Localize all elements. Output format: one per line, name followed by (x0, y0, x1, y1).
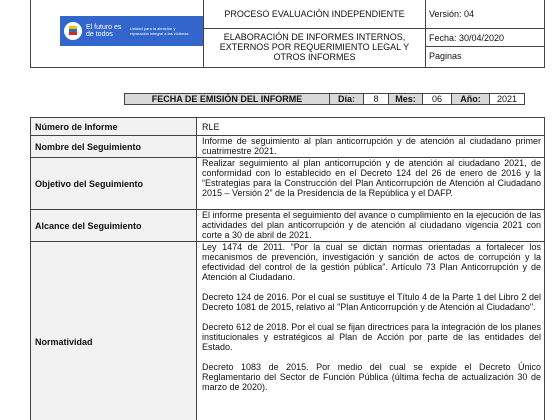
objective-label: Objetivo del Seguimiento (31, 158, 197, 210)
year-value: 2021 (489, 93, 525, 105)
pages-text: Paginas (429, 51, 462, 61)
table-row (31, 242, 545, 420)
table-row (31, 118, 545, 136)
regulation-paragraph: Decreto 1083 de 2015. Por medio del cual se expide el Decreto Único Reglamentario del Sector de Función Pública (última fecha de actualización 30 de marzo de 2020). (202, 362, 541, 392)
month-label: Mes: (388, 93, 423, 105)
day-label: Día: (329, 93, 364, 105)
document-title: ELABORACIÓN DE INFORMES INTERNOS, EXTERNOS POR REQUERIMIENTO LEGAL Y OTROS INFORMES (219, 32, 410, 62)
regulation-paragraph: Decreto 124 de 2016. Por el cual se sustituye el Título 4 de la Parte 1 del Libro 2 del Decreto 1081 de 2015, relativo al "Plan Anticorrupción y de Atención al Ciudadano". (202, 292, 541, 312)
tracking-name-value: Informe de seguimiento al plan anticorrupción y de atención al ciudadano primer cuatrimestre 2021. (197, 136, 545, 158)
institution-logo (60, 16, 203, 46)
report-number-label: Número de Informe (31, 118, 197, 136)
table-row (31, 158, 545, 210)
logo-cell (31, 0, 204, 67)
regulation-paragraph: Decreto 612 de 2018. Por el cual se fijan directrices para la integración de los planes institucionales y estratégicos al Plan de Acción por parte de las entidades del Estado. (202, 322, 541, 352)
regulation-paragraph: Ley 1474 de 2011. “Por la cual se dictan normas orientadas a fortalecer los mecanismos de prevención, investigación y sanción de actos de corrupción y la efectividad del control de la gestión pública”. Artículo 73 Plan Anticorrupción y de Atención al Ciudadano. (202, 242, 541, 282)
day-value: 8 (363, 93, 389, 105)
table-row (31, 210, 545, 242)
date-text: Fecha: 30/04/2020 (426, 29, 544, 47)
logo-main-text: El futuro es de todos (86, 24, 122, 38)
document-header (30, 0, 545, 68)
logo-sub-text: Unidad para la atención y reparación integral a las víctimas (130, 26, 189, 36)
month-value: 06 (422, 93, 452, 105)
header-title-cell (204, 0, 426, 67)
scope-label: Alcance del Seguimiento (31, 210, 197, 242)
report-info-table (30, 117, 545, 420)
header-meta-cell (426, 0, 544, 67)
table-row (31, 136, 545, 158)
year-label: Año: (451, 93, 490, 105)
emission-label: FECHA DE EMISIÓN DEL INFORME (124, 93, 330, 105)
emission-date-strip (125, 93, 545, 105)
regulations-label: Normatividad (31, 242, 197, 420)
objective-value: Realizar seguimiento al plan anticorrupción y de atención al ciudadano 2021, de conformidad con lo establecido en el Decreto 124 del 26 de enero de 2016 y la “Estrategias para la Construcción del Plan Anticorrupción de Atención al Ciudadano 2015 – Versión 2” de la Presidencia de la República y el DAFP. (197, 158, 545, 210)
process-name: PROCESO EVALUACIÒN INDEPENDIENTE (204, 0, 425, 29)
regulations-value (197, 242, 545, 420)
report-number-value: RLE (197, 118, 545, 136)
scope-value: El informe presenta el seguimiento del avance o cumplimiento en la ejecución de las actividades del plan anticorrupción y de atención al ciudadano vigencia 2021 con corte a 30 de abril de 2021. (197, 210, 545, 242)
version-text: Versión: 04 (426, 0, 544, 29)
tracking-name-label: Nombre del Seguimiento (31, 136, 197, 158)
coat-of-arms-icon (63, 21, 83, 41)
